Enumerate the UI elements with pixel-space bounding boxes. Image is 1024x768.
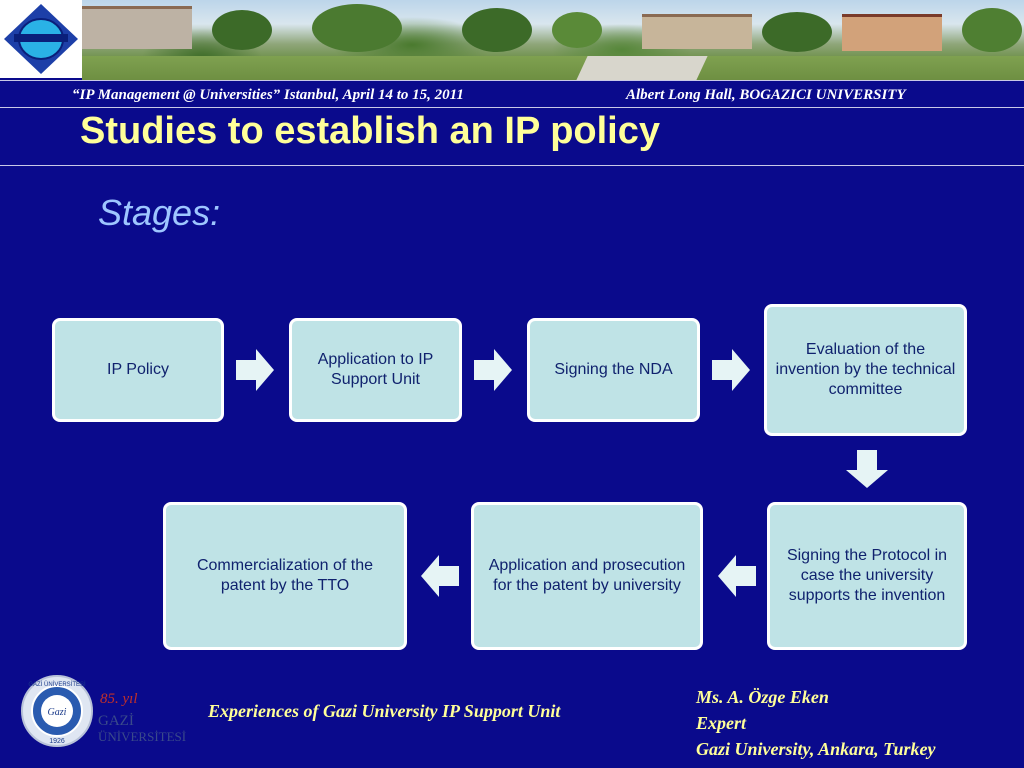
seal-text: GAZİ ÜNİVERSİTESİ [28,682,86,688]
conference-bar [0,84,1024,106]
stage-box-ip-policy [52,318,224,422]
anniversary-mark: 85. yıl [100,691,138,707]
conference-logo-icon [0,0,82,78]
stage-label: Evaluation of the invention by the technical committee [775,341,956,398]
stage-label: Application to IP Support Unit [317,351,434,388]
arrow-down-icon [846,450,888,488]
slide-title: Studies to establish an IP policy [80,110,661,152]
stage-label: Commercialization of the patent by the TTO [196,557,374,594]
gazi-universitesi-logo [96,683,216,747]
svg-text:Gazi: Gazi [47,707,67,718]
campus-photo [82,0,1024,80]
title-divider-bottom [0,165,1024,166]
stage-box-signing-nda [527,318,700,422]
header-banner [0,0,1024,80]
arrow-left-icon [421,555,459,597]
stage-box-commercialization [163,502,407,650]
arrow-right-icon [712,349,750,391]
stage-box-signing-protocol [767,502,967,650]
author-block [696,684,936,762]
header-divider [0,80,1024,81]
logo-text-line2: ÜNİVERSİTESİ [98,729,187,744]
stage-box-evaluation [764,304,967,436]
slide-subtitle: Stages: [98,192,221,233]
stage-label: Application and prosecution for the patent by university [488,557,686,594]
stage-label: Signing the Protocol in case the university supports the invention [786,547,948,604]
conference-logo [0,0,82,78]
stage-label: Signing the NDA [554,361,673,378]
title-divider-top [0,107,1024,108]
arrow-right-icon [474,349,512,391]
stage-box-patent-application [471,502,703,650]
conference-venue: Albert Long Hall, BOGAZICI UNIVERSITY [626,87,906,103]
footer-caption: Experiences of Gazi University IP Support Unit [208,701,561,721]
logo-text-line1: GAZİ [98,713,134,729]
author-name: Ms. A. Özge Eken [696,687,829,707]
stage-label: IP Policy [107,361,169,378]
university-seal-logo [20,674,94,748]
arrow-left-icon [718,555,756,597]
author-role: Expert [696,713,747,733]
seal-year: 1926 [49,738,65,745]
arrow-right-icon [236,349,274,391]
stage-box-application-ip-support [289,318,462,422]
author-affiliation: Gazi University, Ankara, Turkey [696,739,936,759]
conference-title: “IP Management @ Universities” Istanbul, April 14 to 15, 2011 [72,87,464,103]
